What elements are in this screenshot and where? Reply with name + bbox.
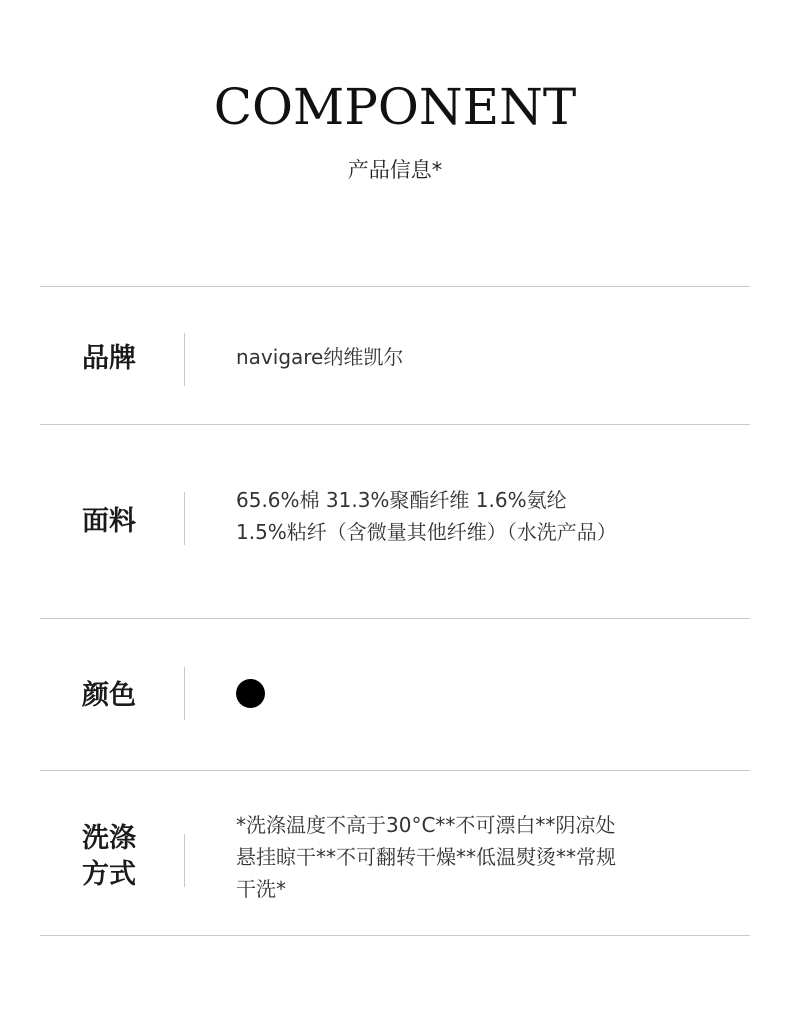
washing-line: 干洗* (236, 877, 286, 901)
row-separator-top (40, 286, 750, 287)
color-swatch-black (236, 679, 265, 708)
fabric-divider (184, 492, 185, 545)
washing-label (82, 821, 172, 893)
brand-value-text: navigare纳维凯尔 (236, 345, 404, 369)
washing-label-line: 方式 (82, 859, 136, 890)
page-subtitle: 产品信息* (347, 158, 443, 182)
fabric-value (236, 484, 716, 548)
washing-divider (184, 834, 185, 887)
brand-value (236, 341, 716, 373)
brand-divider (184, 333, 185, 386)
color-label: 颜色 (82, 680, 136, 711)
fabric-label: 面料 (82, 506, 136, 537)
washing-label-line: 洗涤 (82, 823, 136, 854)
row-separator-fabric (40, 618, 750, 619)
page-title: COMPONENT (213, 78, 577, 136)
fabric-line: 1.5%粘纤（含微量其他纤维）（水洗产品） (236, 520, 617, 544)
fabric-line: 65.6%棉 31.3%聚酯纤维 1.6%氨纶 (236, 488, 567, 512)
washing-line: *洗涤温度不高于30°C**不可漂白**阴凉处 (236, 813, 616, 837)
row-separator-brand (40, 424, 750, 425)
color-divider (184, 667, 185, 720)
washing-value (236, 809, 716, 905)
row-separator-color (40, 770, 750, 771)
row-separator-bottom (40, 935, 750, 936)
brand-label: 品牌 (82, 343, 136, 374)
washing-line: 悬挂晾干**不可翻转干燥**低温熨烫**常规 (236, 845, 616, 869)
